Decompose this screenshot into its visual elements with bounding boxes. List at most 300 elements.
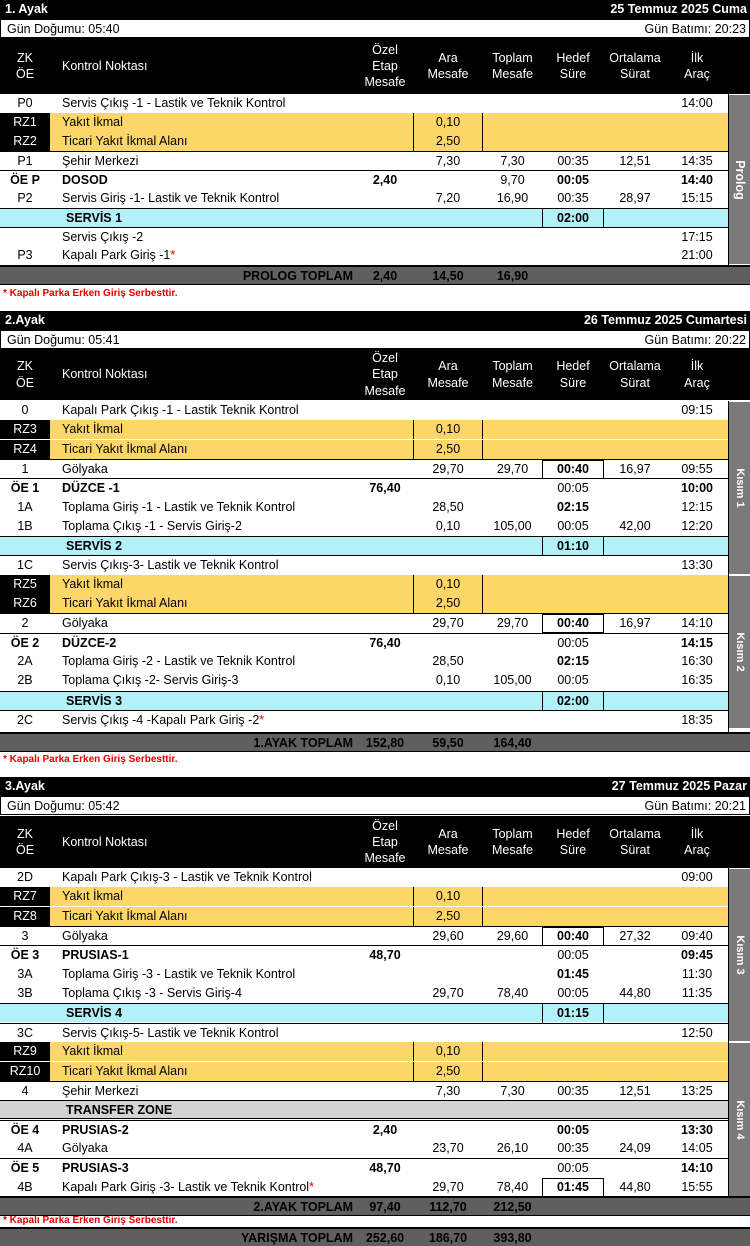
- control-point-row: [0, 652, 728, 671]
- control-name: [62, 94, 285, 113]
- col-header-hed: [542, 38, 604, 94]
- leg-total-label: 2.AYAK TOPLAM: [253, 1200, 353, 1214]
- control-name: [62, 246, 175, 265]
- first-car-time: 15:55: [681, 1179, 713, 1194]
- control-name: [62, 189, 279, 208]
- first-car-time: 11:35: [681, 986, 713, 1001]
- total-stage-distance: 2,40: [372, 269, 398, 283]
- section-side-label: [729, 94, 750, 265]
- total-distance: 78,40: [496, 986, 529, 1001]
- target-time: 00:40: [542, 927, 604, 946]
- split-distance: 29,70: [432, 461, 464, 476]
- stage-distance: 76,40: [369, 481, 401, 496]
- control-name-text: Gölyaka: [62, 929, 108, 944]
- control-point-row: [0, 151, 728, 170]
- sunrise-time: Gün Doğumu: 05:40: [7, 22, 120, 36]
- control-name: [62, 671, 238, 690]
- control-name-text: DÜZCE -1: [62, 481, 120, 496]
- target-time: 01:10: [542, 537, 604, 556]
- col-header-hed-label: Hedef Süre: [556, 50, 590, 81]
- refuel-row: [0, 594, 728, 613]
- target-time: 00:05: [557, 173, 589, 187]
- sun-times-bar: [0, 796, 750, 815]
- control-name: [66, 1101, 172, 1120]
- first-car-time: 09:45: [681, 948, 713, 963]
- control-name: [62, 652, 295, 671]
- service-row: [0, 536, 728, 555]
- control-name: [62, 1042, 123, 1061]
- leg-total-row: [0, 1196, 750, 1216]
- control-name: [62, 401, 299, 420]
- first-car-time: 17:15: [681, 230, 713, 244]
- sunrise-time: Gün Doğumu: 05:42: [7, 799, 120, 813]
- first-car-time: 18:35: [681, 712, 713, 727]
- stage-distance: 48,70: [369, 1161, 401, 1176]
- control-point-row: [0, 94, 728, 113]
- control-name: [62, 440, 188, 459]
- col-header-zk: [0, 349, 50, 400]
- section-side-label-text: Kısım 3: [733, 935, 746, 975]
- first-car-time: 09:00: [681, 870, 713, 884]
- control-code: 0: [21, 403, 29, 417]
- target-time: 01:45: [542, 1178, 604, 1197]
- first-car-time: 13:30: [681, 1122, 713, 1137]
- control-name: [66, 537, 122, 556]
- average-speed: 16,97: [619, 461, 651, 476]
- control-code: P0: [17, 96, 33, 110]
- total-distance: 7,30: [500, 154, 525, 168]
- control-code: RZ9: [0, 1042, 50, 1061]
- control-name-text: Toplama Giriş -2 - Lastik ve Teknik Kontrol: [62, 653, 296, 668]
- first-car-time: 13:25: [681, 1083, 713, 1098]
- control-name-text: Yakıt İkmal: [62, 115, 123, 129]
- refuel-row: [0, 907, 728, 926]
- sunset-time: Gün Batımı: 20:23: [644, 22, 746, 36]
- control-code: [0, 228, 50, 247]
- split-distance: 28,50: [432, 499, 464, 514]
- col-header-zk: [0, 816, 50, 868]
- special-stage-row: [0, 1120, 728, 1139]
- col-header-hed: [542, 349, 604, 400]
- control-code: 1B: [17, 518, 33, 533]
- col-header-osm-label: Özel Etap Mesafe: [364, 42, 406, 90]
- control-point-row: [0, 401, 728, 420]
- split-distance: 29,70: [432, 616, 464, 631]
- control-name-text: Servis Çıkış-3- Lastik ve Teknik Kontrol: [62, 558, 279, 573]
- split-distance: 0,10: [413, 887, 483, 906]
- control-name: [62, 556, 279, 575]
- control-code: RZ1: [0, 113, 50, 132]
- total-distance: 29,70: [496, 616, 529, 631]
- split-distance: 0,10: [413, 420, 483, 439]
- section-side-label: [729, 1042, 750, 1197]
- first-car-time: 11:30: [681, 966, 713, 981]
- control-name: [62, 1062, 188, 1081]
- control-point-row: [0, 246, 728, 265]
- control-name-text: SERVİS 2: [66, 539, 123, 554]
- target-time: 00:35: [557, 154, 589, 168]
- leg-total-row: [0, 265, 750, 285]
- control-point-row: [0, 1081, 728, 1100]
- split-distance: 28,50: [432, 653, 464, 668]
- control-name-text: Kapalı Park Çıkış-3 - Lastik ve Teknik Kontrol: [62, 870, 312, 884]
- average-speed: 44,80: [619, 1179, 651, 1194]
- average-speed: 42,00: [619, 518, 651, 533]
- control-point-row: [0, 984, 728, 1003]
- leg-title-bar: [0, 0, 750, 19]
- sunrise-time: Gün Doğumu: 05:41: [7, 333, 120, 347]
- leg-total-label: 1.AYAK TOPLAM: [253, 736, 353, 750]
- sun-times-bar: [0, 330, 750, 349]
- section-side-label-text: Kısım 1: [733, 468, 746, 508]
- total-split-distance: 14,50: [432, 269, 464, 283]
- first-car-time: 10:00: [681, 481, 713, 496]
- rally-total-label: YARIŞMA TOPLAM: [240, 1231, 353, 1245]
- col-header-ilk: [666, 816, 728, 868]
- first-car-time: 14:15: [681, 635, 713, 650]
- control-name-text: Ticari Yakıt İkmal Alanı: [62, 441, 188, 456]
- control-name: [66, 209, 122, 228]
- col-header-kn: [62, 38, 352, 94]
- early-entry-note: * Kapalı Parka Erken Giriş Serbesttir.: [3, 754, 178, 765]
- first-car-time: 12:20: [681, 518, 713, 533]
- control-name-text: Ticari Yakıt İkmal Alanı: [62, 596, 188, 610]
- sunset-time: Gün Batımı: 20:21: [644, 799, 746, 813]
- control-code: 2: [21, 616, 29, 631]
- first-car-time: 09:40: [681, 929, 713, 944]
- col-header-ort: [604, 349, 666, 400]
- service-row: [0, 208, 728, 227]
- control-name-text: SERVİS 4: [66, 1006, 123, 1021]
- col-header-top-label: Toplam Mesafe: [492, 826, 533, 857]
- control-code: 3: [21, 929, 29, 944]
- control-code: P3: [17, 248, 33, 262]
- control-name: [66, 692, 122, 711]
- average-speed: 12,51: [619, 154, 651, 168]
- control-name-text: DÜZCE-2: [62, 635, 117, 650]
- first-car-time: 13:30: [681, 558, 713, 573]
- col-header-ara: [413, 816, 483, 868]
- early-entry-marker: *: [170, 248, 176, 262]
- control-name: [62, 1178, 314, 1197]
- control-code: RZ8: [0, 907, 50, 926]
- target-time: 00:35: [557, 1140, 589, 1155]
- control-name-text: Yakıt İkmal: [62, 889, 123, 904]
- special-stage-row: [0, 945, 728, 964]
- control-name-text: Gölyaka: [62, 461, 108, 476]
- control-code: 1A: [17, 499, 33, 514]
- average-speed: 27,32: [619, 929, 651, 944]
- control-name: [62, 594, 188, 613]
- total-stage-distance: 152,80: [365, 736, 405, 750]
- control-code: 1: [21, 461, 29, 476]
- average-speed: 44,80: [619, 986, 651, 1001]
- col-header-zk-label: ZK ÖE: [15, 359, 35, 390]
- control-code: RZ5: [0, 575, 50, 594]
- control-name: [62, 984, 242, 1003]
- split-distance: 2,50: [413, 907, 483, 926]
- control-name-text: Servis Çıkış -4 -Kapalı Park Giriş -2: [62, 712, 260, 727]
- average-speed: 16,97: [619, 616, 651, 631]
- control-name-text: Kapalı Park Giriş -3- Lastik ve Teknik Kontrol: [62, 1179, 310, 1194]
- control-code: P2: [17, 191, 33, 205]
- control-name: [62, 420, 123, 439]
- service-row: [0, 1003, 728, 1022]
- rally-total-split-distance: 186,70: [428, 1231, 468, 1245]
- service-row: [0, 691, 728, 710]
- control-code: RZ2: [0, 132, 50, 151]
- control-name: [62, 228, 143, 247]
- control-point-row: [0, 868, 728, 887]
- control-point-row: [0, 555, 728, 574]
- total-distance: 105,00: [493, 518, 532, 533]
- control-code: RZ10: [0, 1062, 50, 1081]
- first-car-time: 12:50: [681, 1025, 713, 1040]
- col-header-zk: [0, 38, 50, 94]
- control-point-row: [0, 227, 728, 246]
- control-code: 2A: [17, 653, 33, 668]
- transfer-zone-row: [0, 1100, 728, 1119]
- split-distance: 0,10: [435, 518, 461, 533]
- control-name-text: Toplama Giriş -3 - Lastik ve Teknik Kontrol: [62, 966, 296, 981]
- control-name-text: Kapalı Park Giriş -1: [62, 248, 171, 262]
- control-name: [62, 1139, 108, 1158]
- refuel-row: [0, 1062, 728, 1081]
- section-side-label: [729, 575, 750, 729]
- average-speed: 12,51: [619, 1083, 651, 1098]
- first-car-time: 21:00: [681, 248, 713, 262]
- split-distance: 0,10: [413, 113, 483, 132]
- control-name: [62, 868, 312, 887]
- control-code: ÖE P: [10, 173, 40, 187]
- section-side-label: [729, 401, 750, 575]
- leg-title-bar: [0, 311, 750, 330]
- split-distance: 2,50: [413, 1062, 483, 1081]
- leg-title: 2.Ayak: [5, 313, 45, 327]
- control-point-row: [0, 498, 728, 517]
- control-name: [62, 887, 123, 906]
- control-code: RZ7: [0, 887, 50, 906]
- target-time: 00:05: [557, 673, 589, 688]
- control-code: ÖE 3: [10, 948, 40, 963]
- col-header-osm: [357, 349, 413, 400]
- early-entry-marker: *: [259, 712, 265, 727]
- col-header-osm: [357, 816, 413, 868]
- col-header-ara-label: Ara Mesafe: [427, 359, 469, 390]
- rally-total-row: [0, 1227, 750, 1246]
- leg-title: 3.Ayak: [5, 779, 45, 793]
- target-time: 00:35: [557, 191, 589, 205]
- target-time: 00:05: [557, 635, 589, 650]
- rally-total-overall-distance: 393,80: [493, 1231, 532, 1245]
- col-header-top: [483, 38, 542, 94]
- first-car-time: 15:15: [681, 191, 713, 205]
- control-name-text: Kapalı Park Çıkış -1 - Lastik Teknik Kontrol: [62, 403, 299, 417]
- first-car-time: 14:10: [681, 1161, 713, 1176]
- col-header-top: [483, 349, 542, 400]
- control-name: [62, 498, 295, 517]
- total-distance: 78,40: [496, 1179, 529, 1194]
- control-name-text: TRANSFER ZONE: [66, 1103, 173, 1118]
- col-header-ilk-label: İlk Araç: [684, 826, 710, 857]
- section-side-label-text: Kısım 4: [733, 1099, 746, 1140]
- col-header-osm-label: Özel Etap Mesafe: [364, 351, 406, 398]
- first-car-time: 14:05: [681, 1140, 713, 1155]
- target-time: 00:35: [557, 1083, 589, 1098]
- control-name: [62, 1121, 129, 1140]
- leg-title-bar: [0, 777, 750, 796]
- control-name-text: PRUSIAS-2: [62, 1122, 129, 1137]
- stage-distance: 48,70: [369, 948, 401, 963]
- special-stage-row: [0, 633, 728, 652]
- control-name: [62, 1082, 138, 1101]
- control-code: ÖE 4: [10, 1122, 40, 1137]
- control-point-row: [0, 517, 728, 536]
- control-code: ÖE 5: [10, 1161, 40, 1176]
- control-name-text: Toplama Giriş -1 - Lastik ve Teknik Kontrol: [62, 499, 296, 514]
- refuel-row: [0, 132, 728, 151]
- control-name: [62, 113, 123, 132]
- split-distance: 2,50: [413, 132, 483, 151]
- control-name-text: DOSOD: [62, 173, 108, 187]
- control-name-text: Toplama Çıkış -3 - Servis Giriş-4: [62, 986, 242, 1001]
- stage-distance: 2,40: [372, 1122, 398, 1137]
- control-name-text: Toplama Çıkış -1 - Servis Giriş-2: [62, 518, 242, 533]
- early-entry-note: * Kapalı Parka Erken Giriş Serbesttir.: [3, 1215, 178, 1226]
- control-code: P1: [17, 154, 33, 168]
- col-header-top-label: Toplam Mesafe: [492, 359, 533, 390]
- control-code: 2C: [17, 712, 33, 727]
- control-name: [62, 711, 264, 730]
- control-name-text: Ticari Yakıt İkmal Alanı: [62, 1063, 188, 1078]
- control-name-text: Şehir Merkezi: [62, 154, 139, 168]
- col-header-kn: [62, 349, 352, 400]
- table-header: [0, 349, 750, 400]
- control-name-text: Yakıt İkmal: [62, 1044, 123, 1059]
- total-distance: 105,00: [493, 673, 532, 688]
- special-stage-row: [0, 478, 728, 497]
- control-code: ÖE 1: [10, 481, 40, 496]
- target-time: 02:15: [557, 653, 589, 668]
- target-time: 02:00: [542, 692, 604, 711]
- leg-date: 27 Temmuz 2025 Pazar: [611, 779, 747, 793]
- total-distance: 29,60: [496, 929, 529, 944]
- total-split-distance: 112,70: [429, 1200, 467, 1214]
- split-distance: 2,50: [413, 440, 483, 459]
- total-distance: 26,10: [496, 1140, 529, 1155]
- target-time: 00:40: [542, 460, 604, 479]
- leg-title: 1. Ayak: [5, 2, 48, 16]
- control-name: [62, 171, 108, 190]
- total-overall-distance: 164,40: [493, 736, 532, 750]
- col-header-ilk: [666, 349, 728, 400]
- special-stage-row: [0, 1158, 728, 1177]
- leg-date: 26 Temmuz 2025 Cumartesi: [583, 313, 747, 327]
- control-code: RZ6: [0, 594, 50, 613]
- control-code: RZ4: [0, 440, 50, 459]
- leg-date: 25 Temmuz 2025 Cuma: [610, 2, 747, 16]
- total-distance: 7,30: [500, 1083, 525, 1098]
- control-name-text: Servis Giriş -1- Lastik ve Teknik Kontrol: [62, 191, 280, 205]
- control-code: 3B: [17, 986, 33, 1001]
- col-header-top-label: Toplam Mesafe: [492, 50, 533, 81]
- control-code: 4A: [17, 1140, 33, 1155]
- control-name: [62, 575, 123, 594]
- col-header-kn-label: Kontrol Noktası: [62, 834, 148, 849]
- control-name-text: Gölyaka: [62, 1140, 108, 1155]
- first-car-time: 14:40: [681, 173, 713, 187]
- split-distance: 7,30: [435, 154, 461, 168]
- first-car-time: 12:15: [681, 499, 713, 514]
- control-name-text: PRUSIAS-1: [62, 948, 129, 963]
- col-header-ara-label: Ara Mesafe: [427, 826, 469, 857]
- refuel-row: [0, 575, 728, 594]
- control-name: [62, 152, 138, 171]
- control-code: RZ3: [0, 420, 50, 439]
- refuel-row: [0, 420, 728, 439]
- refuel-row: [0, 113, 728, 132]
- col-header-kn: [62, 816, 352, 868]
- control-name-text: Toplama Çıkış -2- Servis Giriş-3: [62, 673, 239, 688]
- control-name: [62, 946, 129, 965]
- total-distance: 9,70: [500, 173, 525, 187]
- col-header-hed-label: Hedef Süre: [556, 826, 590, 857]
- split-distance: 2,50: [413, 594, 483, 613]
- control-name: [62, 634, 116, 653]
- col-header-ilk: [666, 38, 728, 94]
- col-header-hed: [542, 816, 604, 868]
- control-code: 2B: [17, 673, 33, 688]
- first-car-time: 16:35: [681, 673, 713, 688]
- target-time: 00:05: [557, 1161, 589, 1176]
- control-code: ÖE 2: [10, 635, 40, 650]
- control-point-row: [0, 965, 728, 984]
- col-header-osm-label: Özel Etap Mesafe: [364, 818, 406, 866]
- control-name-text: Yakıt İkmal: [62, 576, 123, 591]
- split-distance: 23,70: [432, 1140, 464, 1155]
- col-header-kn-label: Kontrol Noktası: [62, 58, 148, 73]
- special-stage-row: [0, 170, 728, 189]
- col-header-kn-label: Kontrol Noktası: [62, 367, 148, 382]
- section-side-label: [729, 868, 750, 1042]
- first-car-time: 14:10: [681, 616, 713, 631]
- col-header-hed-label: Hedef Süre: [556, 359, 590, 390]
- first-car-time: 14:00: [681, 96, 713, 110]
- refuel-row: [0, 1042, 728, 1061]
- col-header-ilk-label: İlk Araç: [684, 359, 710, 390]
- control-point-row: [0, 1178, 728, 1197]
- target-time: 00:05: [557, 948, 589, 963]
- control-point-row: [0, 710, 728, 729]
- col-header-top: [483, 816, 542, 868]
- first-car-time: 14:35: [681, 154, 713, 168]
- total-distance: 16,90: [496, 191, 529, 205]
- table-header: [0, 38, 750, 94]
- total-split-distance: 59,50: [432, 736, 464, 750]
- early-entry-marker: *: [309, 1179, 314, 1194]
- refuel-row: [0, 887, 728, 906]
- control-name-text: Şehir Merkezi: [62, 1083, 139, 1098]
- split-distance: 29,60: [432, 929, 464, 944]
- refuel-row: [0, 440, 728, 459]
- col-header-osm: [357, 38, 413, 94]
- stage-distance: 76,40: [369, 635, 401, 650]
- control-name: [62, 907, 188, 926]
- section-side-label-text: Prolog: [732, 159, 747, 200]
- control-name: [62, 479, 120, 498]
- control-point-row: [0, 613, 728, 632]
- split-distance: 7,20: [435, 191, 461, 205]
